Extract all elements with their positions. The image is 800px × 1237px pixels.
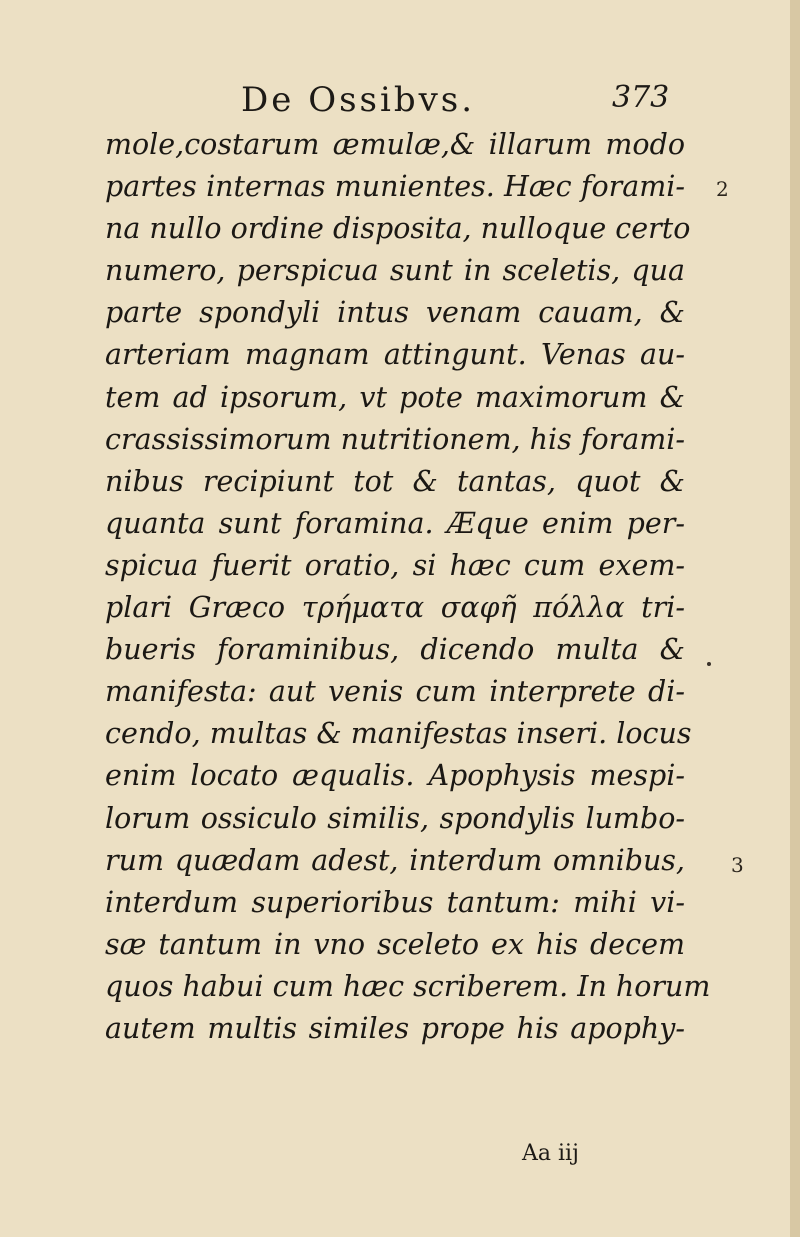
text-line: bueris foraminibus, dicendo multa & xyxy=(105,633,685,667)
text-line: interdum superioribus tantum: mihi vi- xyxy=(105,885,685,919)
page-number: 373 xyxy=(612,80,670,115)
text-line: spicua fuerit oratio, si hæc cum exem- xyxy=(105,548,685,582)
text-line: cendo, multas & manifestas inseri. locus xyxy=(105,717,692,751)
margin-note: 2 xyxy=(716,177,729,201)
margin-note: 3 xyxy=(731,853,744,877)
text-line: crassissimorum nutritionem, his forami- xyxy=(105,422,685,456)
text-line: plari Græco τρήματα σαφῆ πόλλα tri- xyxy=(105,591,685,625)
text-line: sæ tantum in vno sceleto ex his decem xyxy=(105,927,685,961)
text-line: na nullo ordine disposita, nulloque certo xyxy=(105,212,691,246)
text-line: autem multis similes prope his apophy- xyxy=(105,1011,685,1045)
text-line: lorum ossiculo similis, spondylis lumbo- xyxy=(105,801,685,835)
text-line: rum quædam adest, interdum omnibus, xyxy=(105,843,685,877)
text-line: manifesta: aut venis cum interprete di- xyxy=(105,675,685,709)
text-line: quanta sunt foramina. Æque enim per- xyxy=(105,506,685,540)
text-line: mole,costarum æmulæ,& illarum modo xyxy=(105,128,685,161)
text-line: numero, perspicua sunt in sceletis, qua xyxy=(105,254,685,288)
signature-mark: Aa iij xyxy=(522,1141,579,1166)
text-line: arteriam magnam attingunt. Venas au- xyxy=(105,338,685,372)
page-header xyxy=(0,80,800,124)
text-line: quos habui cum hæc scriberem. In horum xyxy=(105,969,711,1003)
text-line: nibus recipiunt tot & tantas, quot & xyxy=(105,464,685,498)
running-title: De Ossibvs. xyxy=(241,80,476,120)
page-edge xyxy=(790,0,800,1237)
text-line: tem ad ipsorum, vt pote maximorum & xyxy=(105,380,685,414)
text-line: enim locato æqualis. Apophysis mespi- xyxy=(105,759,685,793)
ink-speck xyxy=(707,662,711,666)
text-line: partes internas munientes. Hæc forami- xyxy=(105,170,685,204)
text-line: parte spondyli intus venam cauam, & xyxy=(105,296,685,330)
body-text xyxy=(105,124,711,1050)
